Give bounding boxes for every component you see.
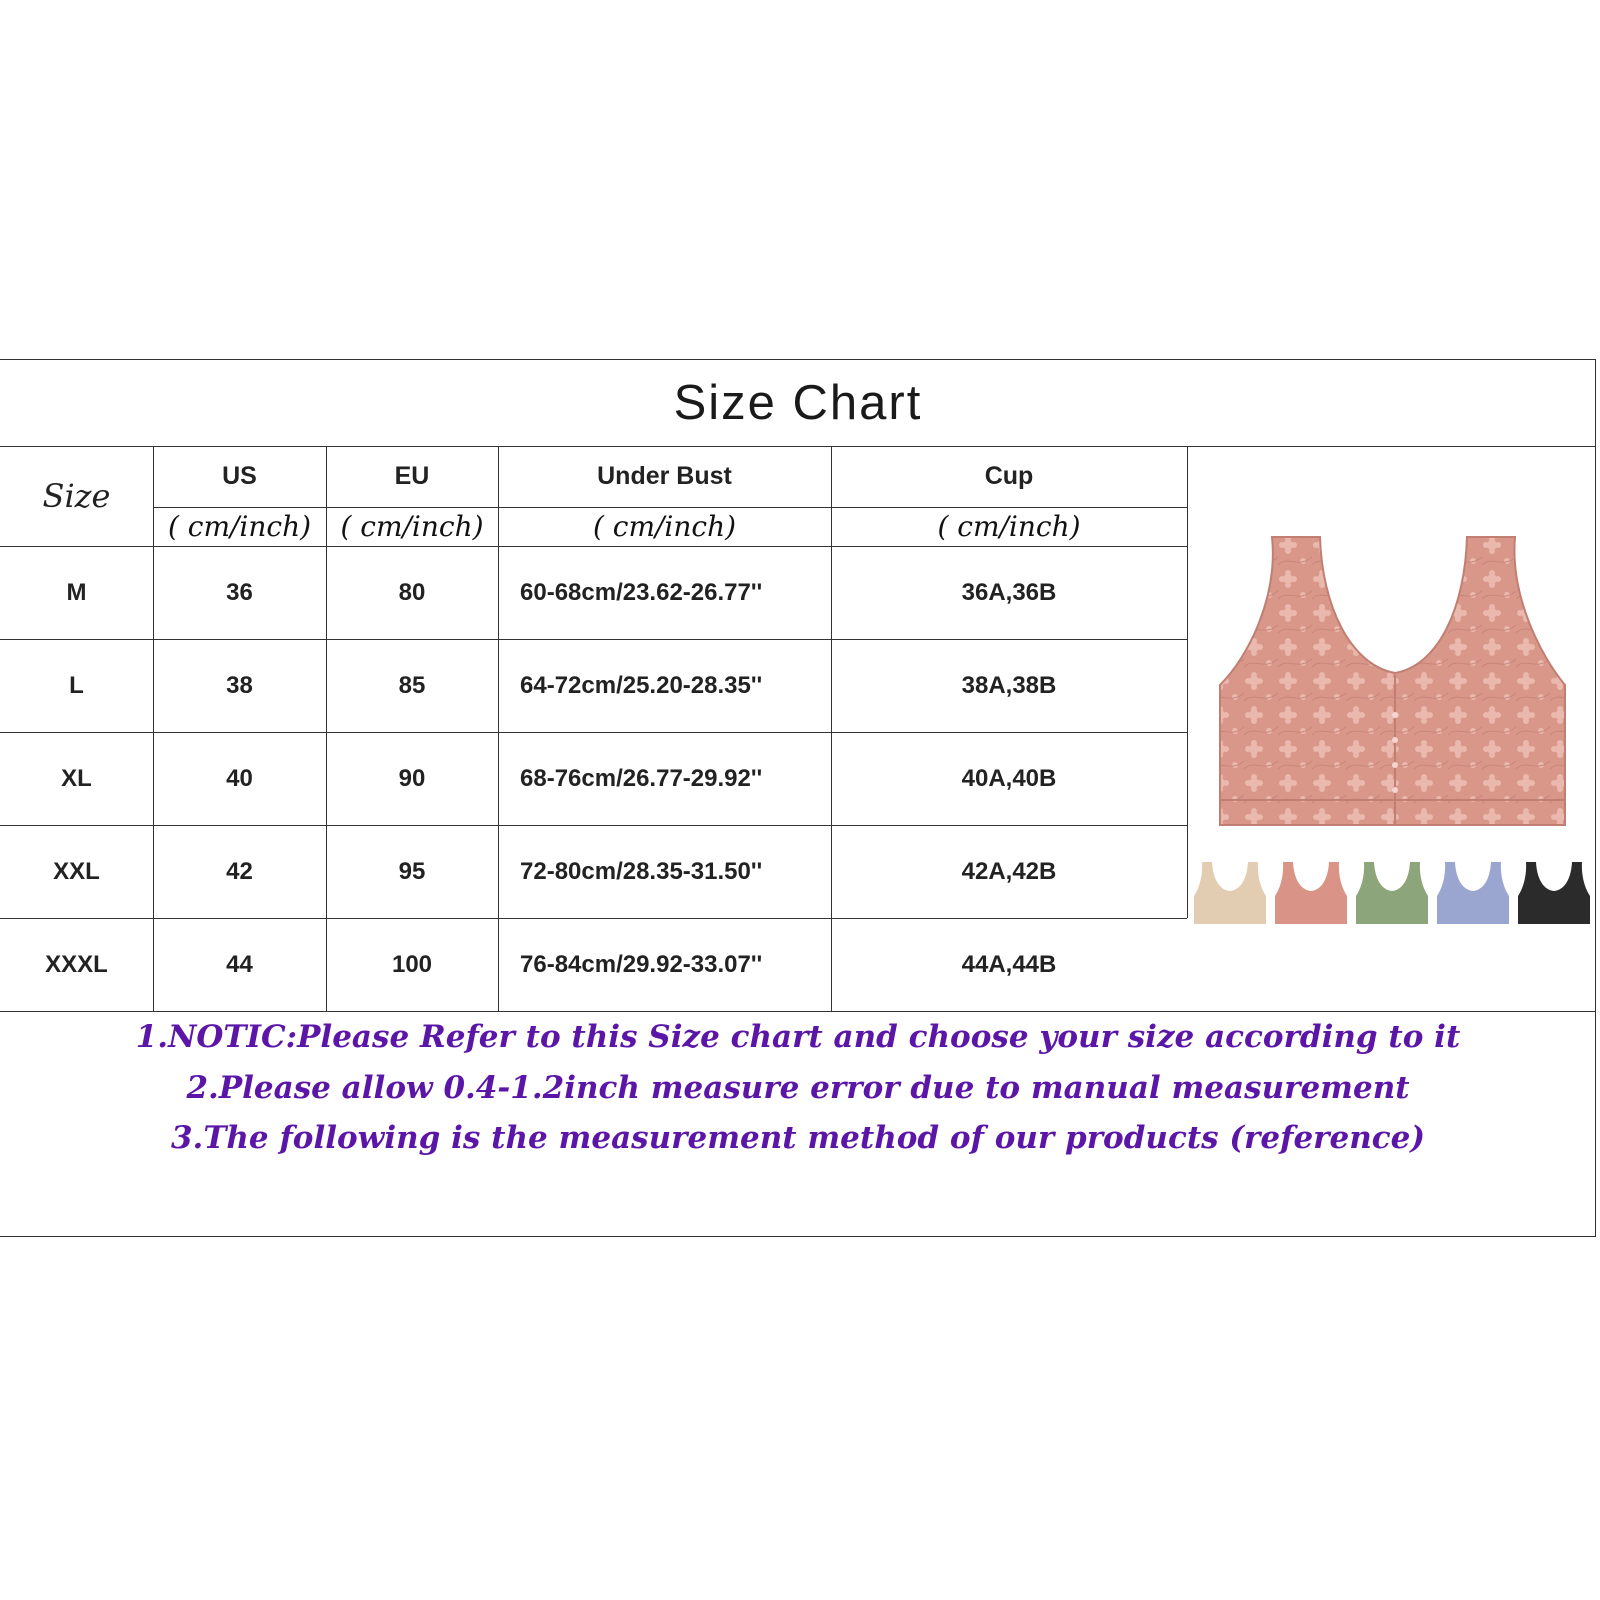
chart-title: Size Chart	[673, 376, 923, 430]
eu-cell: 80	[398, 578, 426, 606]
us-unit-label: ( cm/inch)	[167, 510, 312, 543]
note-line-2: 2.Please allow 0.4-1.2inch measure error due to manual measurement	[186, 1070, 1410, 1106]
under-bust-cell: 68-76cm/26.77-29.92''	[520, 764, 763, 792]
cup-cell: 38A,38B	[961, 671, 1057, 699]
eu-cell: 90	[398, 764, 426, 792]
size-cell: XL	[61, 764, 92, 792]
under-bust-cell: 72-80cm/28.35-31.50''	[520, 857, 763, 885]
bra-body	[1220, 537, 1565, 825]
size-cell: XXXL	[45, 950, 108, 978]
cup-unit-label: ( cm/inch)	[937, 510, 1081, 543]
swatch-black	[1518, 862, 1590, 924]
us-cell: 42	[226, 857, 253, 885]
product-image	[1210, 535, 1580, 845]
eu-column-header: EU	[394, 462, 430, 490]
eu-unit-label: ( cm/inch)	[340, 510, 484, 543]
size-column-header: Size	[42, 477, 111, 515]
size-cell: L	[69, 671, 84, 699]
swatch-pink	[1275, 862, 1347, 924]
cup-cell: 36A,36B	[961, 578, 1057, 606]
us-cell: 44	[226, 950, 253, 978]
note-line-3: 3.The following is the measurement method of our products (reference)	[170, 1120, 1426, 1156]
eu-cell: 85	[398, 671, 426, 699]
us-cell: 36	[226, 578, 253, 606]
column-divider	[1187, 446, 1188, 918]
color-swatches	[1190, 860, 1590, 930]
under-bust-cell: 76-84cm/29.92-33.07''	[520, 950, 763, 978]
table-bottom-line	[0, 1011, 1596, 1012]
eu-cell: 100	[391, 950, 433, 978]
under-bust-cell: 64-72cm/25.20-28.35''	[520, 671, 763, 699]
eu-cell: 95	[398, 857, 426, 885]
note-line-1: 1.NOTIC:Please Refer to this Size chart and choose your size according to it	[135, 1019, 1461, 1055]
under-bust-cell: 60-68cm/23.62-26.77''	[520, 578, 763, 606]
us-cell: 40	[226, 764, 253, 792]
cup-cell: 40A,40B	[961, 764, 1057, 792]
cup-cell: 42A,42B	[961, 857, 1057, 885]
under-bust-column-header: Under Bust	[597, 462, 732, 490]
cup-column-header: Cup	[984, 462, 1034, 490]
us-cell: 38	[226, 671, 253, 699]
swatch-green	[1356, 862, 1428, 924]
under-bust-unit-label: ( cm/inch)	[592, 510, 737, 543]
swatch-beige	[1194, 862, 1266, 924]
cup-cell: 44A,44B	[961, 950, 1057, 978]
size-cell: M	[66, 578, 87, 606]
us-column-header: US	[222, 462, 257, 490]
swatch-blue	[1437, 862, 1509, 924]
size-cell: XXL	[53, 857, 100, 885]
